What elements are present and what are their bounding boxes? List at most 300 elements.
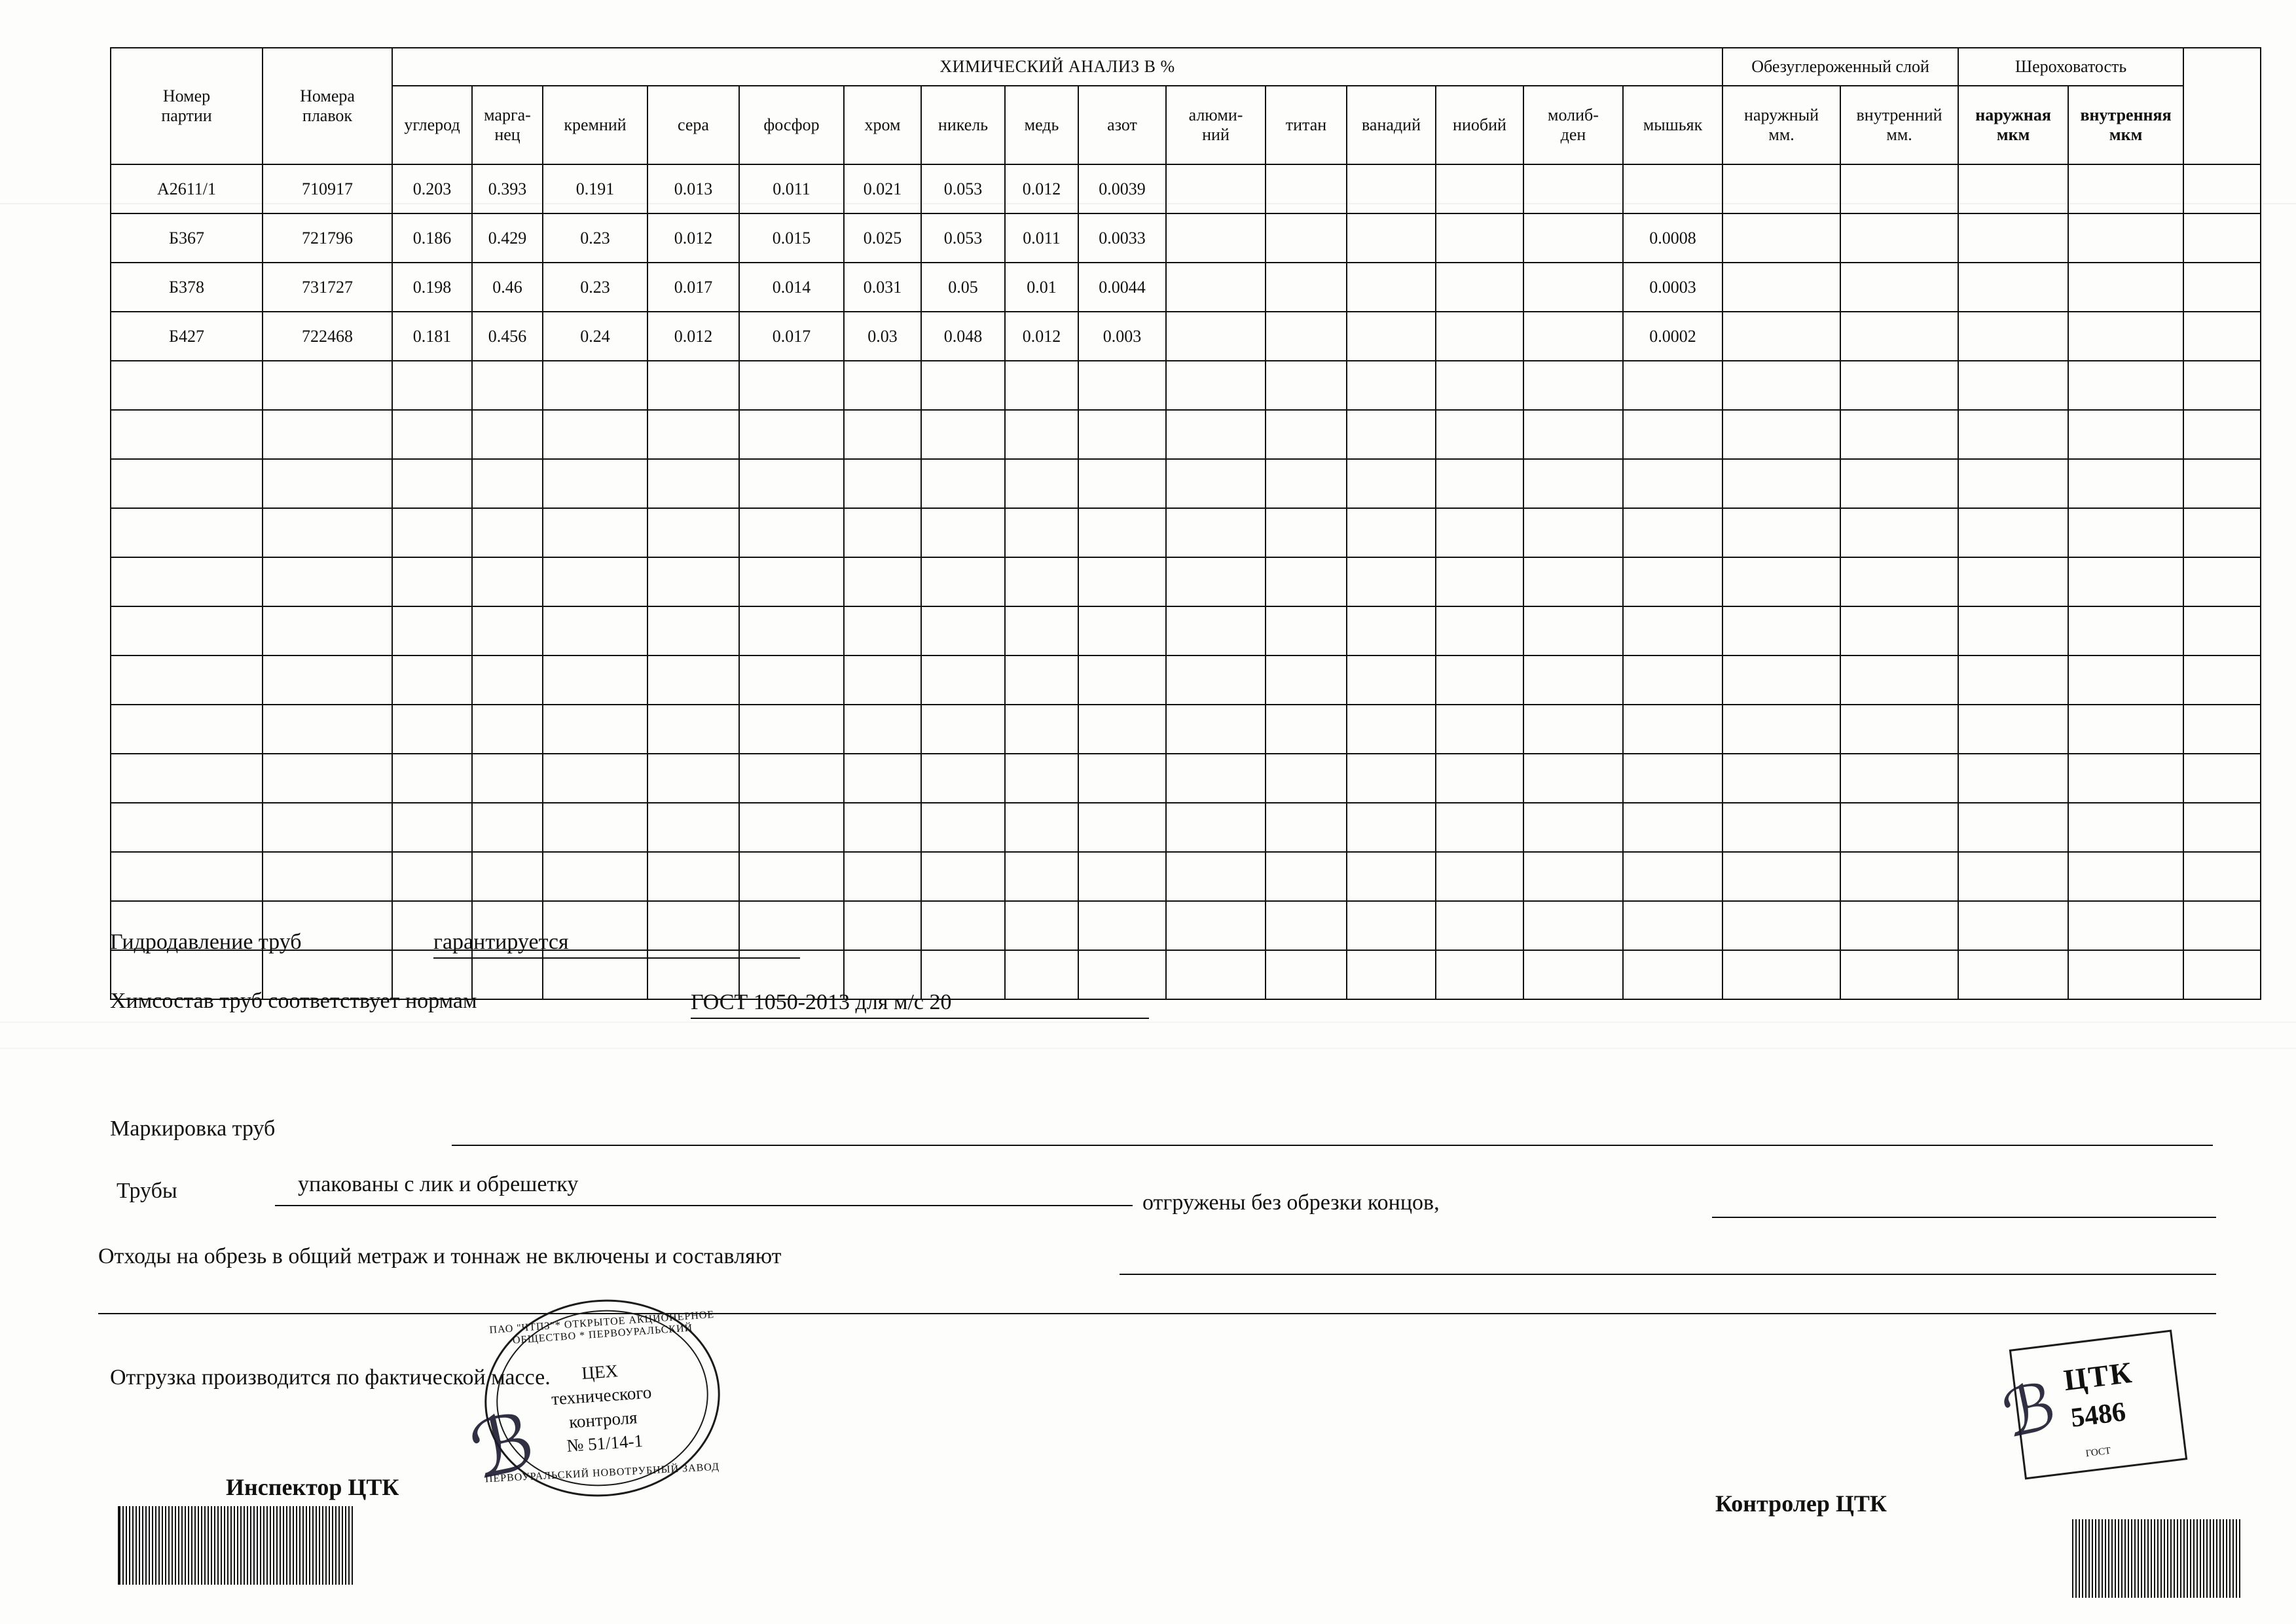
barcode-bar [2098, 1519, 2100, 1598]
chem-norm-label: Химсостав труб соответствует нормам [110, 989, 477, 1013]
stamp-line-3: контроля [568, 1407, 638, 1432]
barcode-bar [217, 1506, 219, 1585]
table-row [111, 213, 2261, 263]
cell-manganese: 0.46 [472, 263, 543, 312]
barcode-bar [2213, 1519, 2214, 1598]
cell-decarb-inner [1840, 164, 1958, 213]
barcode-bar [172, 1506, 173, 1585]
col-header-rough-inner-line1: внутренняя [2080, 105, 2172, 125]
barcode-bar [263, 1506, 264, 1585]
barcode-bar [342, 1506, 343, 1585]
barcode-bar [2170, 1519, 2172, 1598]
chem-norm-value: ГОСТ 1050-2013 для м/с 20 [691, 990, 1149, 1019]
barcode-bar [2216, 1519, 2217, 1598]
pipes-label: Трубы [117, 1179, 177, 1203]
col-header-blank [2183, 48, 2261, 164]
blank-rule-1 [98, 1313, 2216, 1314]
cell-molybdenum [1523, 263, 1623, 312]
barcode-bar [306, 1506, 307, 1585]
barcode-bar [139, 1506, 140, 1585]
table-row-empty [111, 410, 2261, 459]
barcode-bar [208, 1506, 209, 1585]
cell-copper: 0.011 [1005, 213, 1078, 263]
barcode-bar [178, 1506, 179, 1585]
barcode-bar [158, 1506, 160, 1585]
stamp-square-small: ГОСТ [2085, 1445, 2112, 1460]
stamp-arc-bottom: ПЕРВОУРАЛЬСКИЙ НОВОТРУБНЫЙ ЗАВОД [484, 1461, 720, 1485]
barcode-bar [185, 1506, 186, 1585]
cell-nitrogen: 0.0033 [1078, 213, 1166, 263]
cell-copper: 0.012 [1005, 164, 1078, 213]
barcode-bar [296, 1506, 297, 1585]
col-header-nickel: никель [921, 86, 1005, 164]
col-header-party-line2: партии [161, 106, 212, 125]
table-row [111, 263, 2261, 312]
barcode-bar [129, 1506, 130, 1585]
cell-titanium [1266, 213, 1347, 263]
stamp-line-2: технического [551, 1382, 653, 1409]
pipes-tail: отгружены без обрезки концов, [1142, 1190, 1440, 1215]
barcode-bar [2157, 1519, 2159, 1598]
barcode-bar [2180, 1519, 2181, 1598]
chemical-analysis-table [110, 47, 2261, 1000]
cell-manganese: 0.429 [472, 213, 543, 263]
cell-rough-inner [2068, 263, 2183, 312]
col-header-nitrogen: азот [1078, 86, 1166, 164]
barcode-bar [2174, 1519, 2175, 1598]
barcode-bar [244, 1506, 245, 1585]
barcode-bar [2102, 1519, 2103, 1598]
cell-decarb-inner [1840, 263, 1958, 312]
cell-silicon: 0.23 [543, 213, 647, 263]
barcode-bar [322, 1506, 323, 1585]
barcode-bar [2239, 1519, 2240, 1598]
barcode-bar [276, 1506, 278, 1585]
barcode-bar [240, 1506, 242, 1585]
cell-silicon: 0.24 [543, 312, 647, 361]
barcode-bar [293, 1506, 294, 1585]
col-header-titanium: титан [1266, 86, 1347, 164]
barcode-bar [273, 1506, 274, 1585]
barcode-bar [162, 1506, 163, 1585]
cell-heat: 731727 [263, 263, 392, 312]
waste-value-rule [1120, 1274, 2216, 1275]
pipes-tail-rule [1712, 1217, 2216, 1218]
col-header-sulfur: сера [647, 86, 739, 164]
barcode-bar [2111, 1519, 2113, 1598]
cell-party: Б378 [111, 263, 263, 312]
barcode-bar [2210, 1519, 2211, 1598]
barcode-bar [260, 1506, 261, 1585]
cell-carbon: 0.181 [392, 312, 472, 361]
cell-rough-inner [2068, 164, 2183, 213]
cell-heat: 710917 [263, 164, 392, 213]
barcode-bar [338, 1506, 340, 1585]
cell-manganese: 0.393 [472, 164, 543, 213]
col-header-aluminium-line1: алюми- [1188, 105, 1243, 125]
col-header-copper: медь [1005, 86, 1078, 164]
cell-aluminium [1166, 312, 1266, 361]
cell-blank [2183, 312, 2261, 361]
cell-heat: 722468 [263, 312, 392, 361]
cell-phosphorus: 0.015 [739, 213, 844, 263]
barcode-bar [2118, 1519, 2119, 1598]
barcode-bar [345, 1506, 346, 1585]
barcode-bar [2203, 1519, 2204, 1598]
barcode-bar [2072, 1519, 2073, 1598]
barcode-bar [211, 1506, 212, 1585]
barcode-bar [283, 1506, 284, 1585]
barcode-bar [2167, 1519, 2168, 1598]
col-header-heat-line2: плавок [302, 106, 353, 125]
cell-arsenic: 0.0003 [1623, 263, 1722, 312]
cell-decarb-outer [1722, 312, 1840, 361]
barcode-bar [201, 1506, 202, 1585]
cell-sulfur: 0.013 [647, 164, 739, 213]
cell-phosphorus: 0.017 [739, 312, 844, 361]
col-header-manganese [472, 86, 543, 164]
barcode-bar [2141, 1519, 2142, 1598]
col-header-rough-outer [1958, 86, 2068, 164]
cell-rough-outer [1958, 312, 2068, 361]
group-header-roughness: Шероховатость [1958, 48, 2183, 86]
barcode-bar [2151, 1519, 2152, 1598]
cell-niobium [1436, 312, 1523, 361]
cell-vanadium [1347, 312, 1436, 361]
hydro-pressure-label: Гидродавление труб [110, 930, 302, 954]
cell-blank [2183, 263, 2261, 312]
col-header-rough-outer-line2: мкм [1996, 125, 2030, 144]
stamp-arc-top: ПАО "ЧТПЗ"* ОТКРЫТОЕ АКЦИОНЕРНОЕ ОБЩЕСТВО * ПЕРВОУРАЛЬСКИЙ [488, 1309, 715, 1346]
barcode-bar [2164, 1519, 2165, 1598]
cell-chromium: 0.03 [844, 312, 921, 361]
stamp-square-number: 5486 [2069, 1397, 2128, 1433]
barcode-bar [348, 1506, 350, 1585]
stamp-square-title: ЦТК [2062, 1355, 2135, 1397]
col-header-phosphorus: фосфор [739, 86, 844, 164]
col-header-decarb-inner-line2: мм. [1886, 125, 1912, 144]
barcode-bar [234, 1506, 235, 1585]
col-header-party [111, 48, 263, 164]
table-row-empty [111, 705, 2261, 754]
barcode-bar [230, 1506, 232, 1585]
cell-phosphorus: 0.011 [739, 164, 844, 213]
barcode-bar [168, 1506, 170, 1585]
barcode-bar [194, 1506, 196, 1585]
table-row-empty [111, 655, 2261, 705]
barcode-bar [2115, 1519, 2116, 1598]
col-header-aluminium [1166, 86, 1266, 164]
cell-arsenic: 0.0002 [1623, 312, 1722, 361]
table-row-empty [111, 754, 2261, 803]
cell-silicon: 0.191 [543, 164, 647, 213]
barcode-bar [198, 1506, 199, 1585]
cell-titanium [1266, 263, 1347, 312]
barcode-bar [181, 1506, 183, 1585]
cell-blank [2183, 213, 2261, 263]
col-header-arsenic: мышьяк [1623, 86, 1722, 164]
barcode-bar [309, 1506, 310, 1585]
barcode-bar [126, 1506, 127, 1585]
barcode-bar [2121, 1519, 2123, 1598]
col-header-decarb-inner-line1: внутренний [1856, 105, 1942, 125]
cell-nickel: 0.053 [921, 164, 1005, 213]
barcode-right [2072, 1519, 2288, 1598]
col-header-party-line1: Номер [162, 86, 211, 106]
shipment-note: Отгрузка производится по фактической массе. [110, 1365, 551, 1390]
cell-carbon: 0.203 [392, 164, 472, 213]
barcode-bar [165, 1506, 166, 1585]
cell-heat: 721796 [263, 213, 392, 263]
barcode-bar [2095, 1519, 2096, 1598]
cell-decarb-inner [1840, 213, 1958, 263]
col-header-niobium: ниобий [1436, 86, 1523, 164]
barcode-bar [289, 1506, 291, 1585]
barcode-bar [280, 1506, 281, 1585]
hydro-pressure-value: гарантируется [433, 930, 800, 959]
col-header-vanadium: ванадий [1347, 86, 1436, 164]
col-header-heat-line1: Номера [300, 86, 355, 106]
cell-nitrogen: 0.0039 [1078, 164, 1166, 213]
barcode-bar [332, 1506, 333, 1585]
group-header-chemical: ХИМИЧЕСКИЙ АНАЛИЗ В % [392, 48, 1722, 86]
col-header-molybdenum [1523, 86, 1623, 164]
table-row-empty [111, 557, 2261, 606]
table-row-empty [111, 459, 2261, 508]
barcode-bar [335, 1506, 337, 1585]
pipes-value-rule [275, 1205, 1133, 1206]
cell-rough-outer [1958, 263, 2068, 312]
barcode-bar [257, 1506, 258, 1585]
col-header-manganese-line1: марга- [484, 105, 531, 125]
cell-party: Б367 [111, 213, 263, 263]
controller-label: Контролер ЦТК [1715, 1490, 1887, 1517]
cell-copper: 0.01 [1005, 263, 1078, 312]
col-header-rough-inner [2068, 86, 2183, 164]
col-header-decarb-outer-line1: наружный [1744, 105, 1819, 125]
barcode-bar [329, 1506, 330, 1585]
cell-party: А2611/1 [111, 164, 263, 213]
barcode-bar [247, 1506, 248, 1585]
col-header-molybdenum-line2: ден [1560, 125, 1586, 144]
scan-artifact [0, 1022, 2296, 1023]
barcode-bar [2138, 1519, 2139, 1598]
col-header-molybdenum-line1: молиб- [1548, 105, 1599, 125]
cell-blank [2183, 164, 2261, 213]
group-header-decarburized: Обезуглероженный слой [1722, 48, 1958, 86]
cell-silicon: 0.23 [543, 263, 647, 312]
cell-molybdenum [1523, 213, 1623, 263]
col-header-aluminium-line2: ний [1202, 125, 1230, 144]
cell-titanium [1266, 312, 1347, 361]
barcode-bar [214, 1506, 215, 1585]
barcode-bar [2232, 1519, 2234, 1598]
cell-sulfur: 0.012 [647, 312, 739, 361]
scan-artifact [0, 1048, 2296, 1049]
cell-nickel: 0.053 [921, 213, 1005, 263]
barcode-bar [145, 1506, 147, 1585]
barcode-bar [142, 1506, 143, 1585]
barcode-bar [237, 1506, 238, 1585]
cell-sulfur: 0.017 [647, 263, 739, 312]
barcode-bar [2219, 1519, 2221, 1598]
barcode-bar [2134, 1519, 2136, 1598]
table-row-empty [111, 361, 2261, 410]
barcode-bar [2105, 1519, 2106, 1598]
barcode-bar [2226, 1519, 2227, 1598]
barcode-bar [2082, 1519, 2083, 1598]
col-header-decarb-outer-line2: мм. [1768, 125, 1795, 144]
pipes-value: упакованы с лик и обрешетку [298, 1172, 579, 1196]
cell-niobium [1436, 213, 1523, 263]
barcode-bar [325, 1506, 327, 1585]
barcode-bar [2160, 1519, 2162, 1598]
barcode-bar [2075, 1519, 2077, 1598]
table-row-empty [111, 508, 2261, 557]
table-row [111, 164, 2261, 213]
barcode-bar [191, 1506, 192, 1585]
cell-vanadium [1347, 213, 1436, 263]
col-header-manganese-line2: нец [494, 125, 520, 144]
barcode-bar [2147, 1519, 2149, 1598]
cell-nitrogen: 0.0044 [1078, 263, 1166, 312]
col-header-decarb-outer [1722, 86, 1840, 164]
table-row [111, 312, 2261, 361]
waste-label: Отходы на обрезь в общий метраж и тоннаж не включены и составляют [98, 1244, 782, 1268]
cell-chromium: 0.025 [844, 213, 921, 263]
barcode-bar [286, 1506, 287, 1585]
stamp-line-1: ЦЕХ [581, 1361, 619, 1384]
cell-rough-inner [2068, 312, 2183, 361]
barcode-bar [2177, 1519, 2178, 1598]
cell-niobium [1436, 164, 1523, 213]
barcode-bar [319, 1506, 320, 1585]
barcode-bar [316, 1506, 317, 1585]
barcode-bar [299, 1506, 301, 1585]
barcode-bar [2085, 1519, 2086, 1598]
cell-nickel: 0.05 [921, 263, 1005, 312]
cell-nickel: 0.048 [921, 312, 1005, 361]
barcode-bar [175, 1506, 176, 1585]
barcode-bar [204, 1506, 206, 1585]
cell-aluminium [1166, 213, 1266, 263]
cell-chromium: 0.031 [844, 263, 921, 312]
barcode-bar [2183, 1519, 2185, 1598]
barcode-bar [149, 1506, 150, 1585]
barcode-bar [2200, 1519, 2201, 1598]
cell-manganese: 0.456 [472, 312, 543, 361]
barcode-bar [2223, 1519, 2224, 1598]
cell-decarb-outer [1722, 213, 1840, 263]
barcode-bar [132, 1506, 134, 1585]
cell-molybdenum [1523, 164, 1623, 213]
cell-nitrogen: 0.003 [1078, 312, 1166, 361]
cell-aluminium [1166, 164, 1266, 213]
barcode-bar [2088, 1519, 2090, 1598]
cell-aluminium [1166, 263, 1266, 312]
barcode-bar [2092, 1519, 2093, 1598]
col-header-carbon: углерод [392, 86, 472, 164]
table-row-empty [111, 852, 2261, 901]
barcode-bar [2128, 1519, 2129, 1598]
stamp-line-4: № 51/14-1 [566, 1431, 644, 1456]
cell-vanadium [1347, 263, 1436, 312]
barcode-bar [2229, 1519, 2231, 1598]
barcode-bar [352, 1506, 353, 1585]
marking-value-rule [452, 1145, 2213, 1146]
cell-phosphorus: 0.014 [739, 263, 844, 312]
barcode-bar [2187, 1519, 2188, 1598]
col-header-chromium: хром [844, 86, 921, 164]
marking-label: Маркировка труб [110, 1116, 276, 1141]
table-row-empty [111, 803, 2261, 852]
cell-carbon: 0.186 [392, 213, 472, 263]
barcode-bar [2190, 1519, 2191, 1598]
barcode-bar [2206, 1519, 2208, 1598]
col-header-silicon: кремний [543, 86, 647, 164]
barcode-bar [118, 1506, 120, 1585]
barcode-bar [221, 1506, 222, 1585]
table-row-empty [111, 606, 2261, 655]
cell-arsenic [1623, 164, 1722, 213]
barcode-bar [224, 1506, 225, 1585]
col-header-rough-outer-line1: наружная [1975, 105, 2051, 125]
barcode-bar [302, 1506, 304, 1585]
cell-vanadium [1347, 164, 1436, 213]
col-header-heat [263, 48, 392, 164]
inspector-signature: ℬ [463, 1397, 542, 1496]
cell-rough-inner [2068, 213, 2183, 263]
barcode-bar [2154, 1519, 2155, 1598]
inspector-label: Инспектор ЦТК [226, 1474, 399, 1500]
barcode-bar [2108, 1519, 2109, 1598]
col-header-rough-inner-line2: мкм [2109, 125, 2143, 144]
barcode-bar [122, 1506, 124, 1585]
cell-sulfur: 0.012 [647, 213, 739, 263]
cell-rough-outer [1958, 213, 2068, 263]
barcode-bar [152, 1506, 153, 1585]
barcode-bar [155, 1506, 156, 1585]
barcode-bar [312, 1506, 314, 1585]
cell-chromium: 0.021 [844, 164, 921, 213]
table-column-header-row [111, 86, 2261, 164]
barcode-bar [2193, 1519, 2195, 1598]
barcode-bar [188, 1506, 189, 1585]
cell-copper: 0.012 [1005, 312, 1078, 361]
barcode-bar [2196, 1519, 2198, 1598]
barcode-bar [2131, 1519, 2132, 1598]
cell-titanium [1266, 164, 1347, 213]
cell-molybdenum [1523, 312, 1623, 361]
barcode-bar [227, 1506, 228, 1585]
cell-arsenic: 0.0008 [1623, 213, 1722, 263]
col-header-decarb-inner [1840, 86, 1958, 164]
barcode-bar [2079, 1519, 2080, 1598]
cell-decarb-inner [1840, 312, 1958, 361]
cell-decarb-outer [1722, 164, 1840, 213]
barcode-bar [2236, 1519, 2237, 1598]
barcode-left [118, 1506, 419, 1585]
barcode-bar [253, 1506, 255, 1585]
cell-decarb-outer [1722, 263, 1840, 312]
barcode-bar [270, 1506, 271, 1585]
controller-signature: ℬ [1996, 1370, 2062, 1452]
barcode-bar [250, 1506, 251, 1585]
cell-niobium [1436, 263, 1523, 312]
barcode-bar [2124, 1519, 2126, 1598]
barcode-bar [136, 1506, 137, 1585]
chemical-analysis-table-wrapper [110, 47, 2215, 1000]
